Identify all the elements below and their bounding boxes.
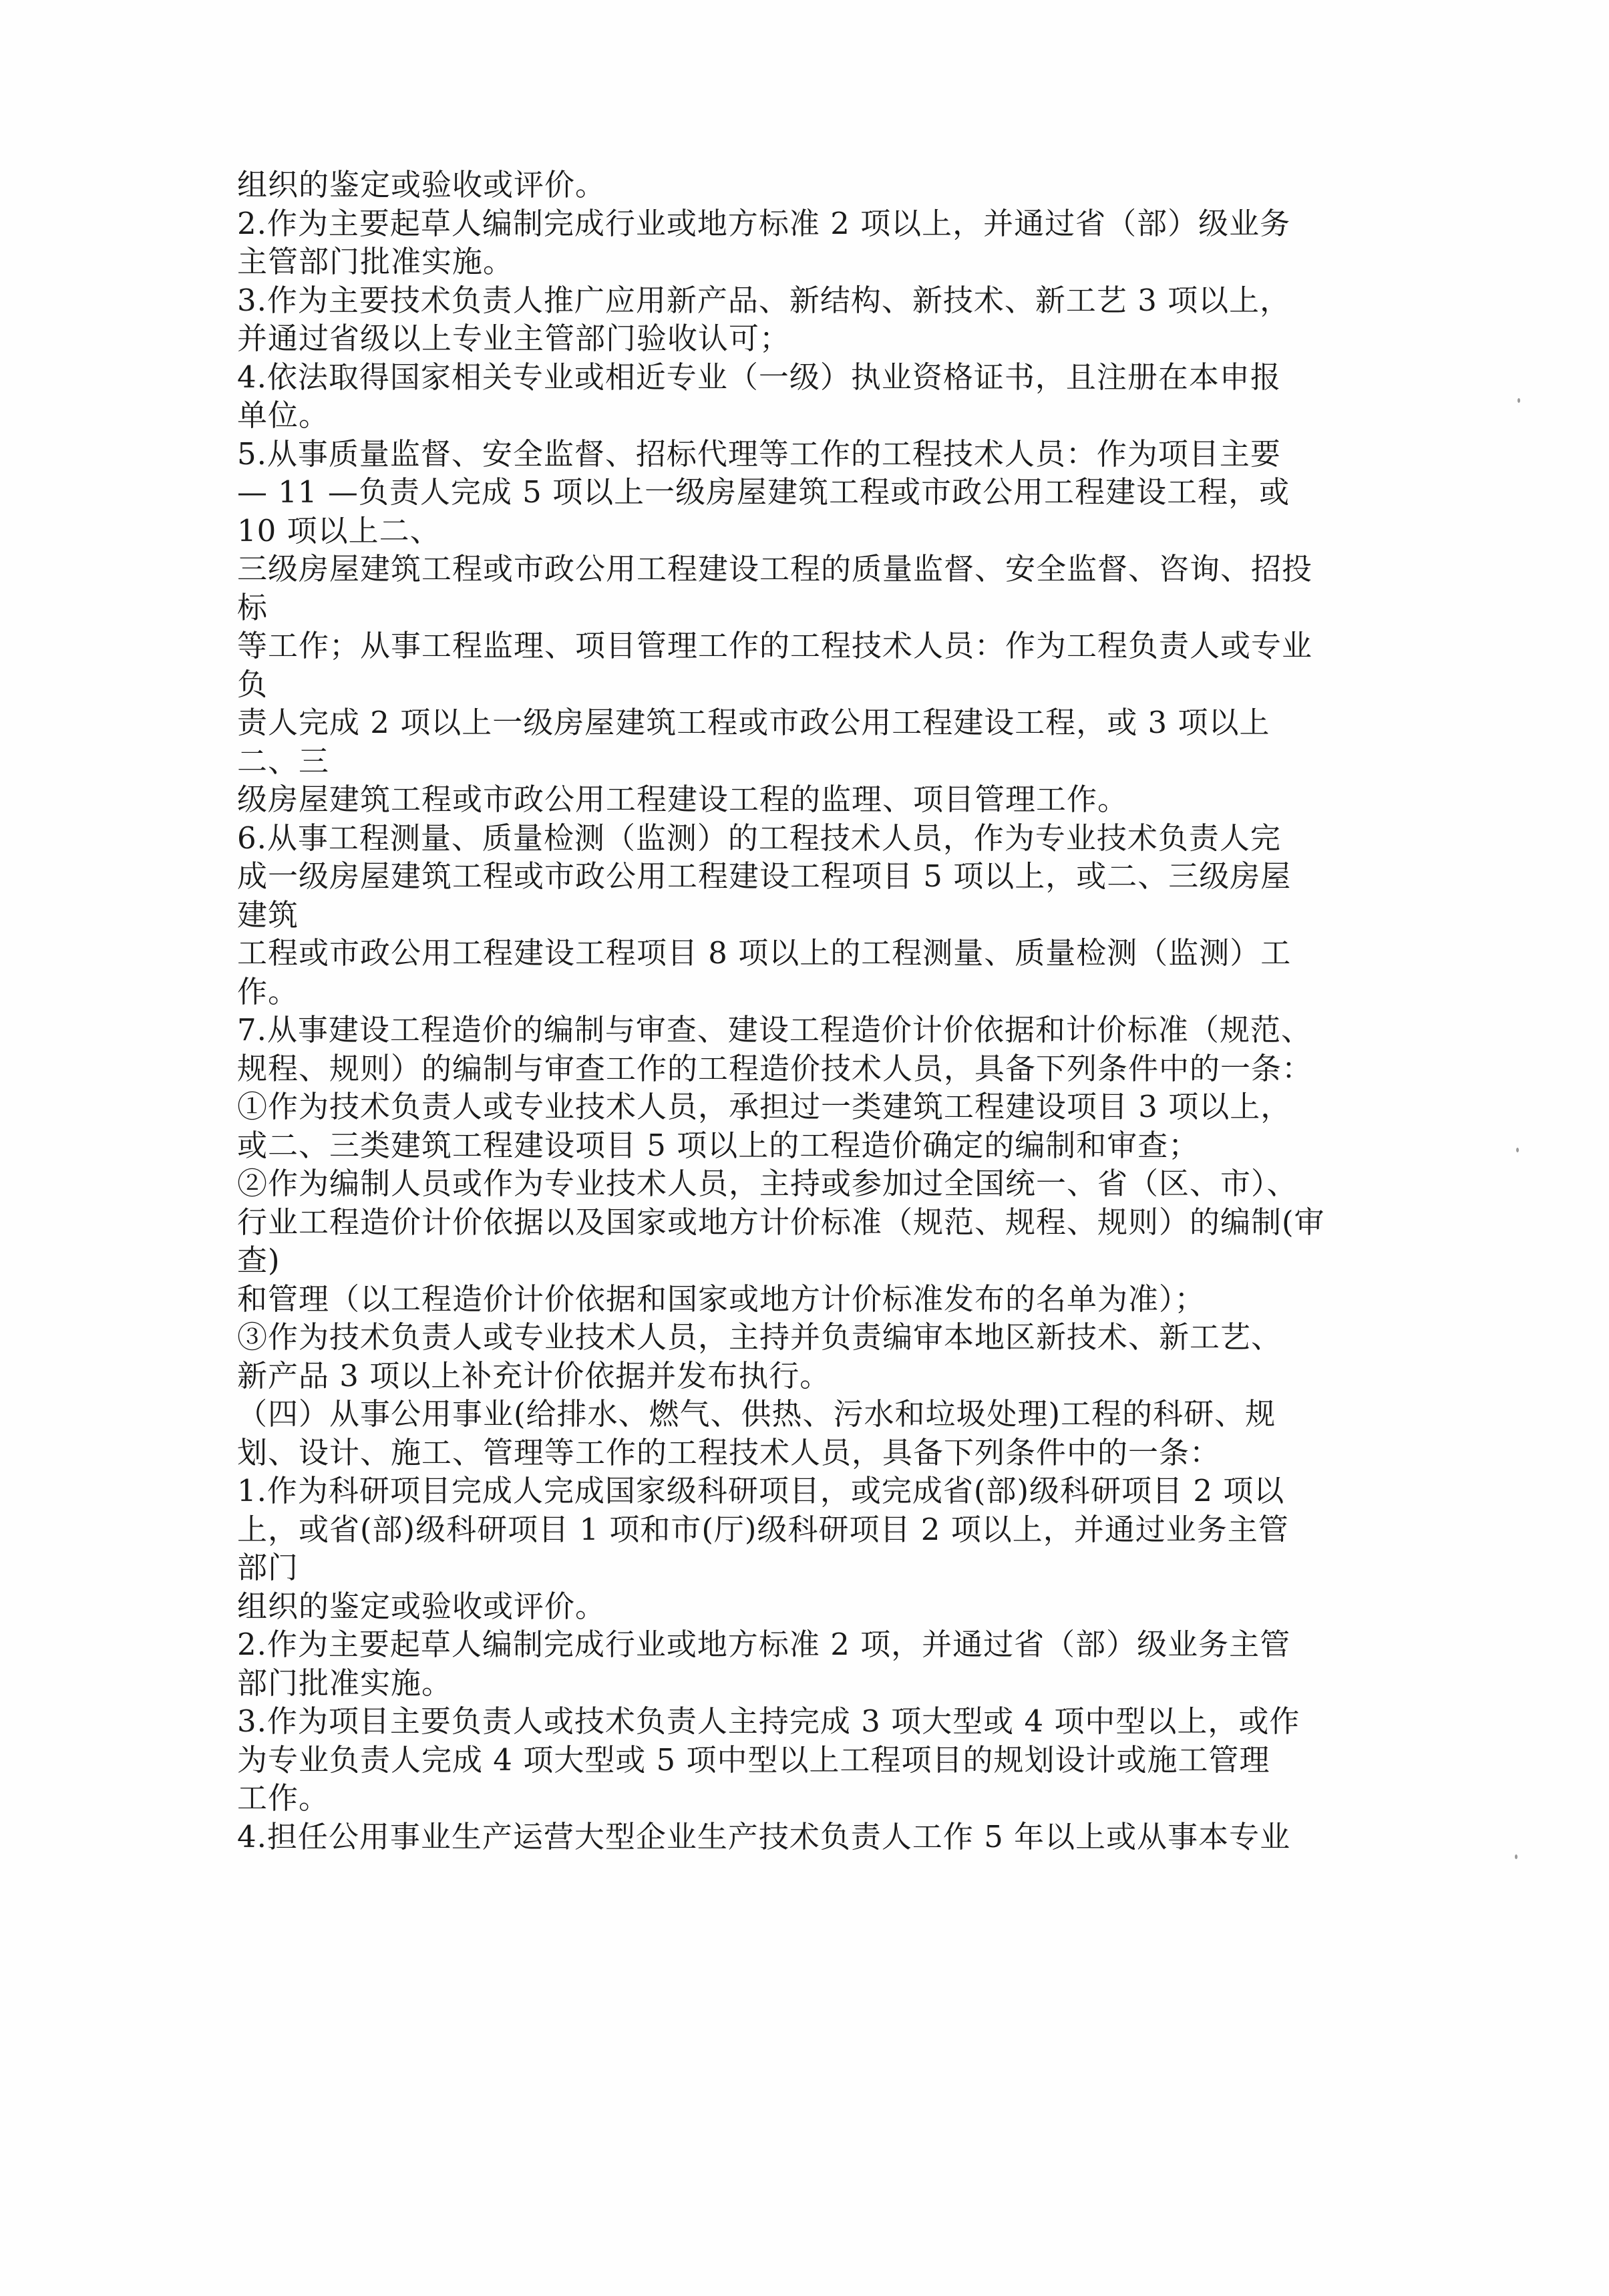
- text-line: ②作为编制人员或作为专业技术人员，主持或参加过全国统一、省（区、市）、: [237, 1166, 1298, 1201]
- text-line: 行业工程造价计价依据以及国家或地方计价标准（规范、规程、规则）的编制(审: [237, 1204, 1325, 1240]
- text-line: 工作。: [237, 1780, 330, 1816]
- text-line: 标: [237, 589, 269, 625]
- text-line: 4.依法取得国家相关专业或相近专业（一级）执业资格证书，且注册在本申报: [237, 359, 1281, 395]
- text-line: ①作为技术负责人或专业技术人员，承担过一类建筑工程建设项目 3 项以上，: [237, 1089, 1292, 1124]
- text-line: 2.作为主要起草人编制完成行业或地方标准 2 项，并通过省（部）级业务主管: [237, 1627, 1291, 1662]
- text-line: 为专业负责人完成 4 项大型或 5 项中型以上工程项目的规划设计或施工管理: [237, 1742, 1270, 1778]
- text-line: 组织的鉴定或验收或评价。: [237, 1588, 606, 1624]
- text-line: 级房屋建筑工程或市政公用工程建设工程的监理、项目管理工作。: [237, 782, 1129, 817]
- document-body: [237, 166, 1386, 1856]
- text-line: 并通过省级以上专业主管部门验收认可；: [237, 321, 791, 356]
- text-line: 工程或市政公用工程建设工程项目 8 项以上的工程测量、质量检测（监测）工: [237, 935, 1292, 971]
- text-line: 负: [237, 666, 269, 702]
- text-line: 责人完成 2 项以上一级房屋建筑工程或市政公用工程建设工程，或 3 项以上: [237, 705, 1270, 740]
- text-line: 3.作为项目主要负责人或技术负责人主持完成 3 项大型或 4 项中型以上，或作: [237, 1703, 1300, 1739]
- text-line: 2.作为主要起草人编制完成行业或地方标准 2 项以上，并通过省（部）级业务: [237, 205, 1291, 241]
- text-line: 单位。: [237, 397, 330, 433]
- text-line: 部门: [237, 1550, 299, 1585]
- text-line: 等工作；从事工程监理、项目管理工作的工程技术人员：作为工程负责人或专业: [237, 628, 1313, 663]
- text-line: 7.从事建设工程造价的编制与审查、建设工程造价计价依据和计价标准（规范、: [237, 1012, 1312, 1047]
- text-line: 和管理（以工程造价计价依据和国家或地方计价标准发布的名单为准）；: [237, 1281, 1206, 1317]
- text-line: 查): [237, 1243, 281, 1278]
- text-line: 二、三: [237, 743, 330, 779]
- text-line: 成一级房屋建筑工程或市政公用工程建设工程项目 5 项以上，或二、三级房屋: [237, 858, 1292, 894]
- text-line: 1.作为科研项目完成人完成国家级科研项目，或完成省(部)级科研项目 2 项以: [237, 1473, 1285, 1508]
- text-line: 3.作为主要技术负责人推广应用新产品、新结构、新技术、新工艺 3 项以上，: [237, 282, 1291, 318]
- text-line: 建筑: [237, 896, 299, 933]
- text-line: 6.从事工程测量、质量检测（监测）的工程技术人员，作为专业技术负责人完: [237, 820, 1281, 856]
- scan-speck: [1517, 398, 1520, 403]
- text-line: 新产品 3 项以上补充计价依据并发布执行。: [237, 1357, 831, 1393]
- text-line: 作。: [237, 973, 299, 1009]
- text-line: ③作为技术负责人或专业技术人员，主持并负责编审本地区新技术、新工艺、: [237, 1319, 1282, 1355]
- text-line: 10 项以上二、: [237, 512, 441, 548]
- scan-speck: [1516, 1148, 1519, 1152]
- text-line: 部门批准实施。: [237, 1665, 453, 1701]
- text-line: 4.担任公用事业生产运营大型企业生产技术负责人工作 5 年以上或从事本专业: [237, 1818, 1291, 1854]
- text-line: 三级房屋建筑工程或市政公用工程建设工程的质量监督、安全监督、咨询、招投: [237, 551, 1313, 587]
- text-line: 5.从事质量监督、安全监督、招标代理等工作的工程技术人员：作为项目主要: [237, 436, 1281, 472]
- text-line: — 11 —负责人完成 5 项以上一级房屋建筑工程或市政公用工程建设工程，或: [237, 474, 1290, 510]
- text-line: 上，或省(部)级科研项目 1 项和市(厅)级科研项目 2 项以上，并通过业务主管: [237, 1511, 1289, 1547]
- scan-speck: [1515, 1854, 1517, 1859]
- text-line: 或二、三类建筑工程建设项目 5 项以上的工程造价确定的编制和审查；: [237, 1127, 1200, 1163]
- text-line: 组织的鉴定或验收或评价。: [237, 167, 606, 202]
- text-line: 规程、规则）的编制与审查工作的工程造价技术人员，具备下列条件中的一条：: [237, 1050, 1313, 1086]
- text-line: 主管部门批准实施。: [237, 244, 514, 279]
- text-line: 划、设计、施工、管理等工作的工程技术人员，具备下列条件中的一条：: [237, 1434, 1221, 1470]
- text-line: （四）从事公用事业(给排水、燃气、供热、污水和垃圾处理)工程的科研、规: [237, 1396, 1276, 1432]
